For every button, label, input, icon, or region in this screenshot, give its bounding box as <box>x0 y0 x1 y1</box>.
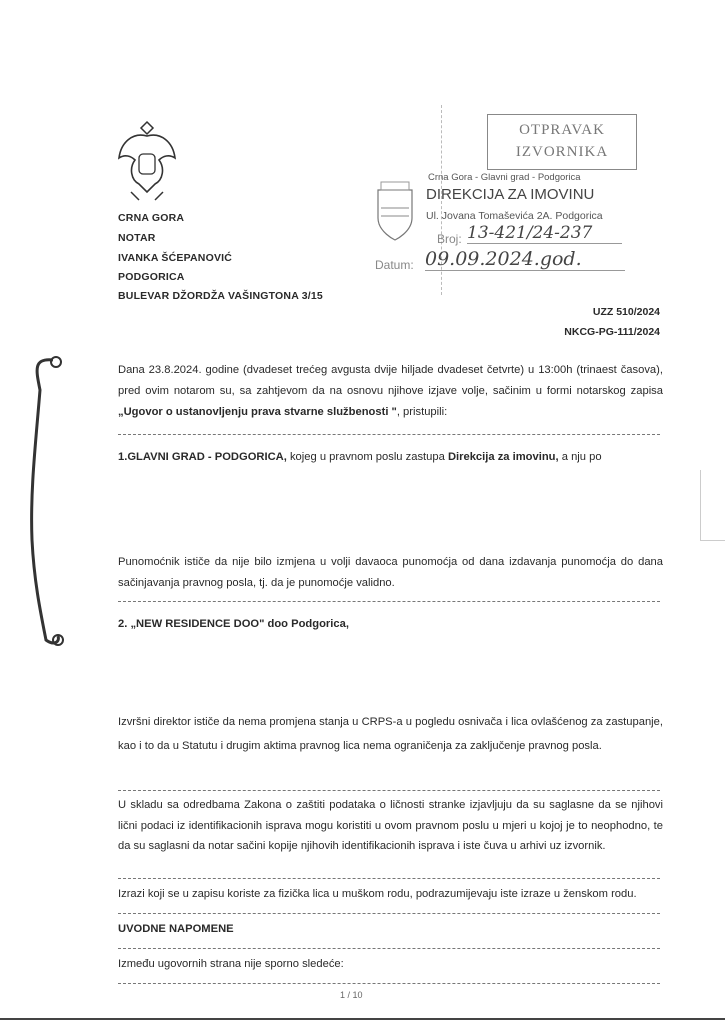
party-1-text2: a nju po <box>558 451 602 463</box>
header-country: CRNA GORA <box>118 212 185 224</box>
page-number: 1 / 10 <box>340 990 363 1000</box>
nkcg-reference: NKCG-PG-111/2024 <box>564 326 660 338</box>
uzz-reference: UZZ 510/2024 <box>592 306 660 318</box>
stamp-address: Ul. Jovana Tomaševića 2A. Podgorica <box>426 210 603 222</box>
stamp-line2: IZVORNIKA <box>515 144 609 160</box>
broj-value: 13-421/24-237 <box>467 223 622 244</box>
party-1-text: kojeg u pravnom poslu zastupa <box>286 451 448 463</box>
stamp-title: DIREKCIJA ZA IMOVINU <box>426 186 595 203</box>
datum-label: Datum: <box>375 258 414 272</box>
divider <box>118 790 660 791</box>
scan-edge <box>0 1018 725 1020</box>
divider <box>118 983 660 984</box>
divider <box>118 913 660 914</box>
party-1-rep: Direkcija za imovinu, <box>447 451 559 463</box>
divider <box>118 948 660 949</box>
header-notar: NOTAR <box>118 232 156 244</box>
header-name: IVANKA ŠĆEPANOVIĆ <box>118 252 233 264</box>
privacy-paragraph: U skladu sa odredbama Zakona o zaštiti podataka o ličnosti stranke izjavljuju da su saglasne da se njihovi lični podaci iz identifikacionih isprava mogu koristiti u ovom pravnom poslu u mjeri u kojoj je to neophodno, te da su saglasni da notar sačini kopije njihovih identifikacionih isprava i iste čuva u arhivi uz izvornik. <box>118 799 663 852</box>
otpravak-stamp <box>487 114 637 170</box>
party-2: 2. „NEW RESIDENCE DOO" doo Podgorica, <box>118 618 349 630</box>
intro-text: Dana 23.8.2024. godine (dvadeset trećeg avgusta dvije hiljade dvadeset četvrte) u 13:00h (trinaest časova), pred ovim notarom su, sa zahtjevom da na osnovu njihove izjave volje, sačinim u formi notarskog zapisa <box>118 364 663 397</box>
redaction-edge <box>700 470 725 541</box>
divider <box>118 601 660 602</box>
proxy-paragraph: Punomoćnik ističe da nije bilo izmjena u volji davaoca punomoćja od dana izdavanja punomoćja do dana sačinjavanja pravnog posla, tj. da je punomoćje validno. <box>118 556 663 589</box>
divider <box>118 434 660 435</box>
header-address: BULEVAR DŽORDŽA VAŠINGTONA 3/15 <box>118 290 323 302</box>
broj-label: Broj: <box>437 232 462 246</box>
director-paragraph: Izvršni direktor ističe da nema promjena stanja u CRPS-a u pogledu osnivača i lica ovlašćenog za zastupanje, kao i to da u Statutu i drugim aktima pravnog lica nema ograničenja za zaključenje pravnog posla. <box>118 716 663 752</box>
intro-paragraph <box>118 360 663 423</box>
city-crest-icon <box>375 178 415 243</box>
coat-of-arms-icon <box>115 118 180 203</box>
gender-paragraph: Izrazi koji se u zapisu koriste za fizička lica u muškom rodu, podrazumijevaju iste izraze u ženskom rodu. <box>118 888 637 900</box>
stamp-region: Crna Gora - Glavni grad - Podgorica <box>428 172 581 183</box>
party-1 <box>118 447 663 468</box>
contract-title: „Ugovor o ustanovljenju prava stvarne službenosti " <box>118 406 397 418</box>
intro-end: , pristupili: <box>396 406 448 418</box>
binder-clip-icon <box>18 350 68 655</box>
stamp-line1: OTPRAVAK <box>519 122 605 138</box>
header-city: PODGORICA <box>118 271 185 283</box>
party-1-name: 1.GLAVNI GRAD - PODGORICA, <box>118 451 287 463</box>
datum-value: 09.09.2024.god. <box>425 248 625 271</box>
undisputed-paragraph: Između ugovornih strana nije sporno sledeće: <box>118 958 344 970</box>
section-heading: UVODNE NAPOMENE <box>118 923 234 935</box>
divider <box>118 878 660 879</box>
